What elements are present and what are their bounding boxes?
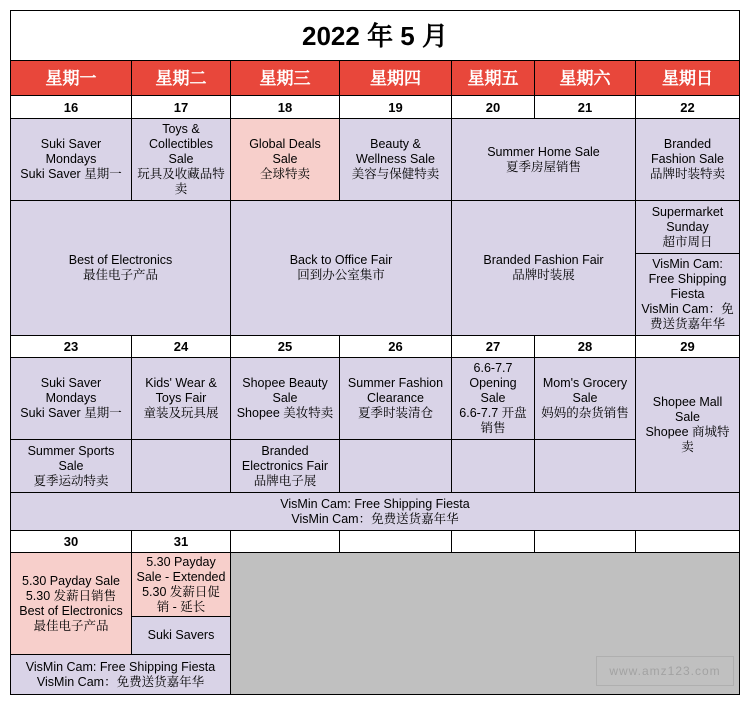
event-payday-sale-extended: 5.30 Payday Sale - Extended 5.30 发薪日促 销 - 延长: [132, 553, 231, 617]
event-branded-electronics-fair: Branded Electronics Fair 品牌电子展: [231, 440, 340, 493]
date-cell: 16: [10, 96, 132, 119]
empty-date-cell: [340, 531, 452, 553]
date-cell: 28: [535, 336, 636, 358]
empty-date-cell: [636, 531, 740, 553]
event-kids-wear-toys-fair: Kids' Wear & Toys Fair 童装及玩具展: [132, 358, 231, 440]
weekday-sat: 星期六: [535, 61, 636, 96]
date-cell: 27: [452, 336, 535, 358]
empty-date-cell: [452, 531, 535, 553]
event-beauty-wellness-sale: Beauty & Wellness Sale 美容与保健特卖: [340, 119, 452, 201]
event-shopee-mall-sale: Shopee Mall Sale Shopee 商城特 卖: [636, 358, 740, 493]
date-cell: 20: [452, 96, 535, 119]
date-cell: 18: [231, 96, 340, 119]
weekday-wed: 星期三: [231, 61, 340, 96]
event-back-to-office-fair: Back to Office Fair 回到办公室集市: [231, 201, 452, 336]
date-cell: 21: [535, 96, 636, 119]
empty-cell: [340, 440, 452, 493]
date-cell: 30: [10, 531, 132, 553]
event-summer-home-sale: Summer Home Sale 夏季房屋销售: [452, 119, 636, 201]
date-cell: 19: [340, 96, 452, 119]
empty-cell: [535, 440, 636, 493]
event-best-of-electronics: Best of Electronics 最佳电子产品: [10, 201, 231, 336]
event-branded-fashion-fair: Branded Fashion Fair 品牌时装展: [452, 201, 636, 336]
date-cell: 23: [10, 336, 132, 358]
event-opening-sale: 6.6-7.7 Opening Sale 6.6-7.7 开盘 销售: [452, 358, 535, 440]
watermark: www.amz123.com: [596, 656, 734, 686]
weekday-tue: 星期二: [132, 61, 231, 96]
weekday-thu: 星期四: [340, 61, 452, 96]
date-cell: 26: [340, 336, 452, 358]
event-summer-fashion-clearance: Summer Fashion Clearance 夏季时装清仓: [340, 358, 452, 440]
event-suki-savers: Suki Savers: [132, 617, 231, 655]
date-cell: 24: [132, 336, 231, 358]
event-vismin-cam-fiesta: VisMin Cam: Free Shipping Fiesta VisMin Cam：免费送货嘉年华: [10, 655, 231, 695]
empty-date-cell: [231, 531, 340, 553]
event-supermarket-sunday: Supermarket Sunday 超市周日: [636, 201, 740, 254]
date-cell: 17: [132, 96, 231, 119]
weekday-mon: 星期一: [10, 61, 132, 96]
date-cell: 22: [636, 96, 740, 119]
weekday-sun: 星期日: [636, 61, 740, 96]
date-cell: 31: [132, 531, 231, 553]
empty-cell: [452, 440, 535, 493]
event-branded-fashion-sale: Branded Fashion Sale 品牌时装特卖: [636, 119, 740, 201]
date-cell: 29: [636, 336, 740, 358]
event-vismin-cam-sunday: VisMin Cam: Free Shipping Fiesta VisMin Cam：免 费送货嘉年华: [636, 254, 740, 336]
calendar: [10, 10, 740, 695]
empty-cell: [132, 440, 231, 493]
event-toys-collectibles-sale: Toys & Collectibles Sale 玩具及收藏品特 卖: [132, 119, 231, 201]
event-summer-sports-sale: Summer Sports Sale 夏季运动特卖: [10, 440, 132, 493]
event-suki-saver-mondays: Suki Saver Mondays Suki Saver 星期一: [10, 358, 132, 440]
event-suki-saver-mondays: Suki Saver Mondays Suki Saver 星期一: [10, 119, 132, 201]
empty-date-cell: [535, 531, 636, 553]
calendar-title: 2022 年 5 月: [10, 10, 740, 61]
event-moms-grocery-sale: Mom's Grocery Sale 妈妈的杂货销售: [535, 358, 636, 440]
event-global-deals-sale: Global Deals Sale 全球特卖: [231, 119, 340, 201]
weekday-fri: 星期五: [452, 61, 535, 96]
event-payday-sale: 5.30 Payday Sale 5.30 发薪日销售 Best of Electronics 最佳电子产品: [10, 553, 132, 655]
date-cell: 25: [231, 336, 340, 358]
event-shopee-beauty-sale: Shopee Beauty Sale Shopee 美妆特卖: [231, 358, 340, 440]
event-vismin-cam-fiesta: VisMin Cam: Free Shipping Fiesta VisMin Cam：免费送货嘉年华: [10, 493, 740, 531]
